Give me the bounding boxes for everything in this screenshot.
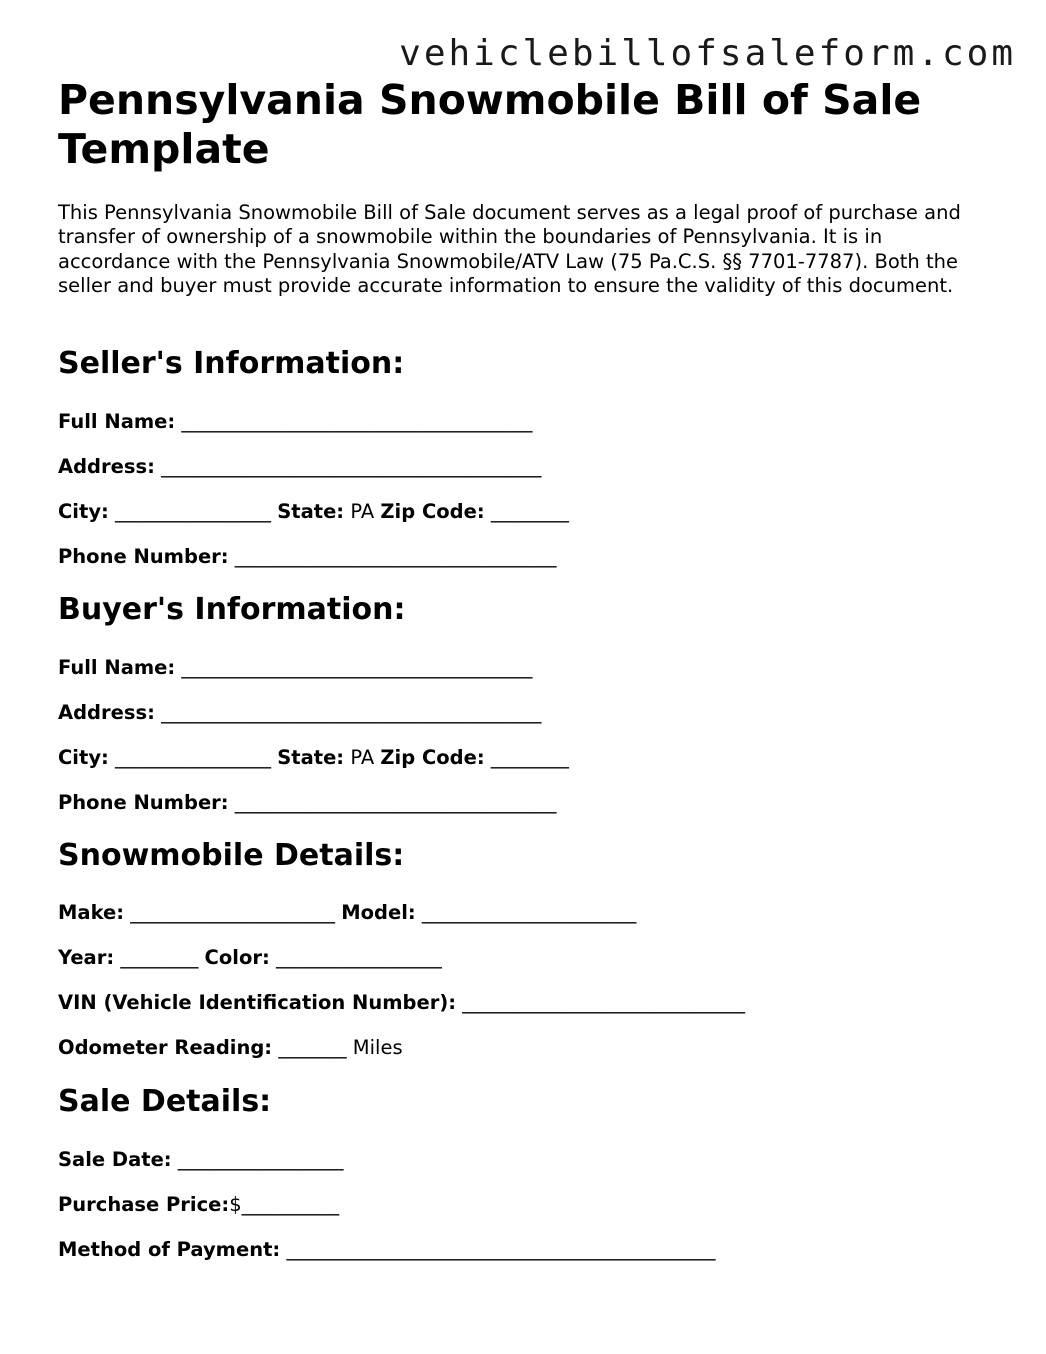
seller-state-label: State: bbox=[277, 500, 345, 523]
site-watermark: vehiclebillofsaleform.com bbox=[399, 33, 1016, 74]
buyer-full-name-label: Full Name: bbox=[58, 656, 176, 679]
buyer-address-label: Address: bbox=[58, 701, 155, 724]
seller-full-name-field[interactable]: ____________________________________ bbox=[181, 410, 533, 433]
vin-field[interactable]: _____________________________ bbox=[462, 991, 745, 1014]
seller-city-label: City: bbox=[58, 500, 109, 523]
seller-full-name-label: Full Name: bbox=[58, 410, 176, 433]
vin-row bbox=[58, 991, 745, 1015]
seller-city-field[interactable]: ________________ bbox=[115, 500, 272, 523]
seller-full-name-row bbox=[58, 410, 532, 434]
buyer-address-row bbox=[58, 701, 541, 725]
buyer-state-label: State: bbox=[277, 746, 345, 769]
color-field[interactable]: _________________ bbox=[275, 946, 442, 969]
model-label: Model: bbox=[341, 901, 416, 924]
buyer-full-name-field[interactable]: ____________________________________ bbox=[181, 656, 533, 679]
sale-date-row bbox=[58, 1148, 344, 1172]
seller-state-value: PA bbox=[350, 500, 375, 523]
page-title: Pennsylvania Snowmobile Bill of Sale Template bbox=[58, 76, 922, 173]
seller-zip-label: Zip Code: bbox=[380, 500, 485, 523]
buyer-zip-field[interactable]: ________ bbox=[490, 746, 569, 769]
buyer-section-heading: Buyer's Information: bbox=[58, 592, 406, 627]
purchase-price-row bbox=[58, 1193, 339, 1217]
color-label: Color: bbox=[204, 946, 270, 969]
intro-paragraph: This Pennsylvania Snowmobile Bill of Sale document serves as a legal proof of purchase and transfer of ownership of a snowmobile within the boundaries of Pennsylvania. It is in accordance with the Pennsylvania Snowmobile/ATV Law (75 Pa.C.S. §§ 7701-7787). Both the seller and buyer must provide accurate information to ensure the validity of this document. bbox=[58, 201, 961, 298]
sale-date-label: Sale Date: bbox=[58, 1148, 172, 1171]
seller-city-state-zip-row bbox=[58, 500, 569, 524]
buyer-phone-row bbox=[58, 791, 557, 815]
buyer-full-name-row bbox=[58, 656, 532, 680]
odometer-row bbox=[58, 1036, 403, 1060]
sale-section-heading: Sale Details: bbox=[58, 1084, 272, 1119]
payment-method-field[interactable]: ____________________________________________ bbox=[286, 1238, 716, 1261]
payment-method-row bbox=[58, 1238, 715, 1262]
year-field[interactable]: ________ bbox=[120, 946, 199, 969]
year-color-row bbox=[58, 946, 442, 970]
buyer-phone-field[interactable]: _________________________________ bbox=[234, 791, 557, 814]
buyer-address-field[interactable]: _______________________________________ bbox=[161, 701, 542, 724]
seller-phone-label: Phone Number: bbox=[58, 545, 229, 568]
buyer-phone-label: Phone Number: bbox=[58, 791, 229, 814]
seller-phone-field[interactable]: _________________________________ bbox=[234, 545, 557, 568]
sale-date-field[interactable]: _________________ bbox=[177, 1148, 344, 1171]
odometer-label: Odometer Reading: bbox=[58, 1036, 273, 1059]
seller-address-label: Address: bbox=[58, 455, 155, 478]
vin-label: VIN (Vehicle Identification Number): bbox=[58, 991, 457, 1014]
odometer-unit: Miles bbox=[352, 1036, 403, 1059]
make-field[interactable]: _____________________ bbox=[130, 901, 335, 924]
buyer-city-field[interactable]: ________________ bbox=[115, 746, 272, 769]
buyer-city-label: City: bbox=[58, 746, 109, 769]
purchase-price-field[interactable]: $__________ bbox=[229, 1193, 340, 1216]
make-model-row bbox=[58, 901, 636, 925]
odometer-field[interactable]: _______ bbox=[278, 1036, 347, 1059]
model-field[interactable]: ______________________ bbox=[421, 901, 637, 924]
seller-zip-field[interactable]: ________ bbox=[490, 500, 569, 523]
buyer-city-state-zip-row bbox=[58, 746, 569, 770]
seller-address-field[interactable]: _______________________________________ bbox=[161, 455, 542, 478]
snowmobile-section-heading: Snowmobile Details: bbox=[58, 838, 405, 873]
seller-address-row bbox=[58, 455, 541, 479]
buyer-state-value: PA bbox=[350, 746, 375, 769]
purchase-price-label: Purchase Price: bbox=[58, 1193, 230, 1216]
payment-method-label: Method of Payment: bbox=[58, 1238, 281, 1261]
make-label: Make: bbox=[58, 901, 125, 924]
seller-phone-row bbox=[58, 545, 557, 569]
buyer-zip-label: Zip Code: bbox=[380, 746, 485, 769]
year-label: Year: bbox=[58, 946, 115, 969]
seller-section-heading: Seller's Information: bbox=[58, 346, 405, 381]
